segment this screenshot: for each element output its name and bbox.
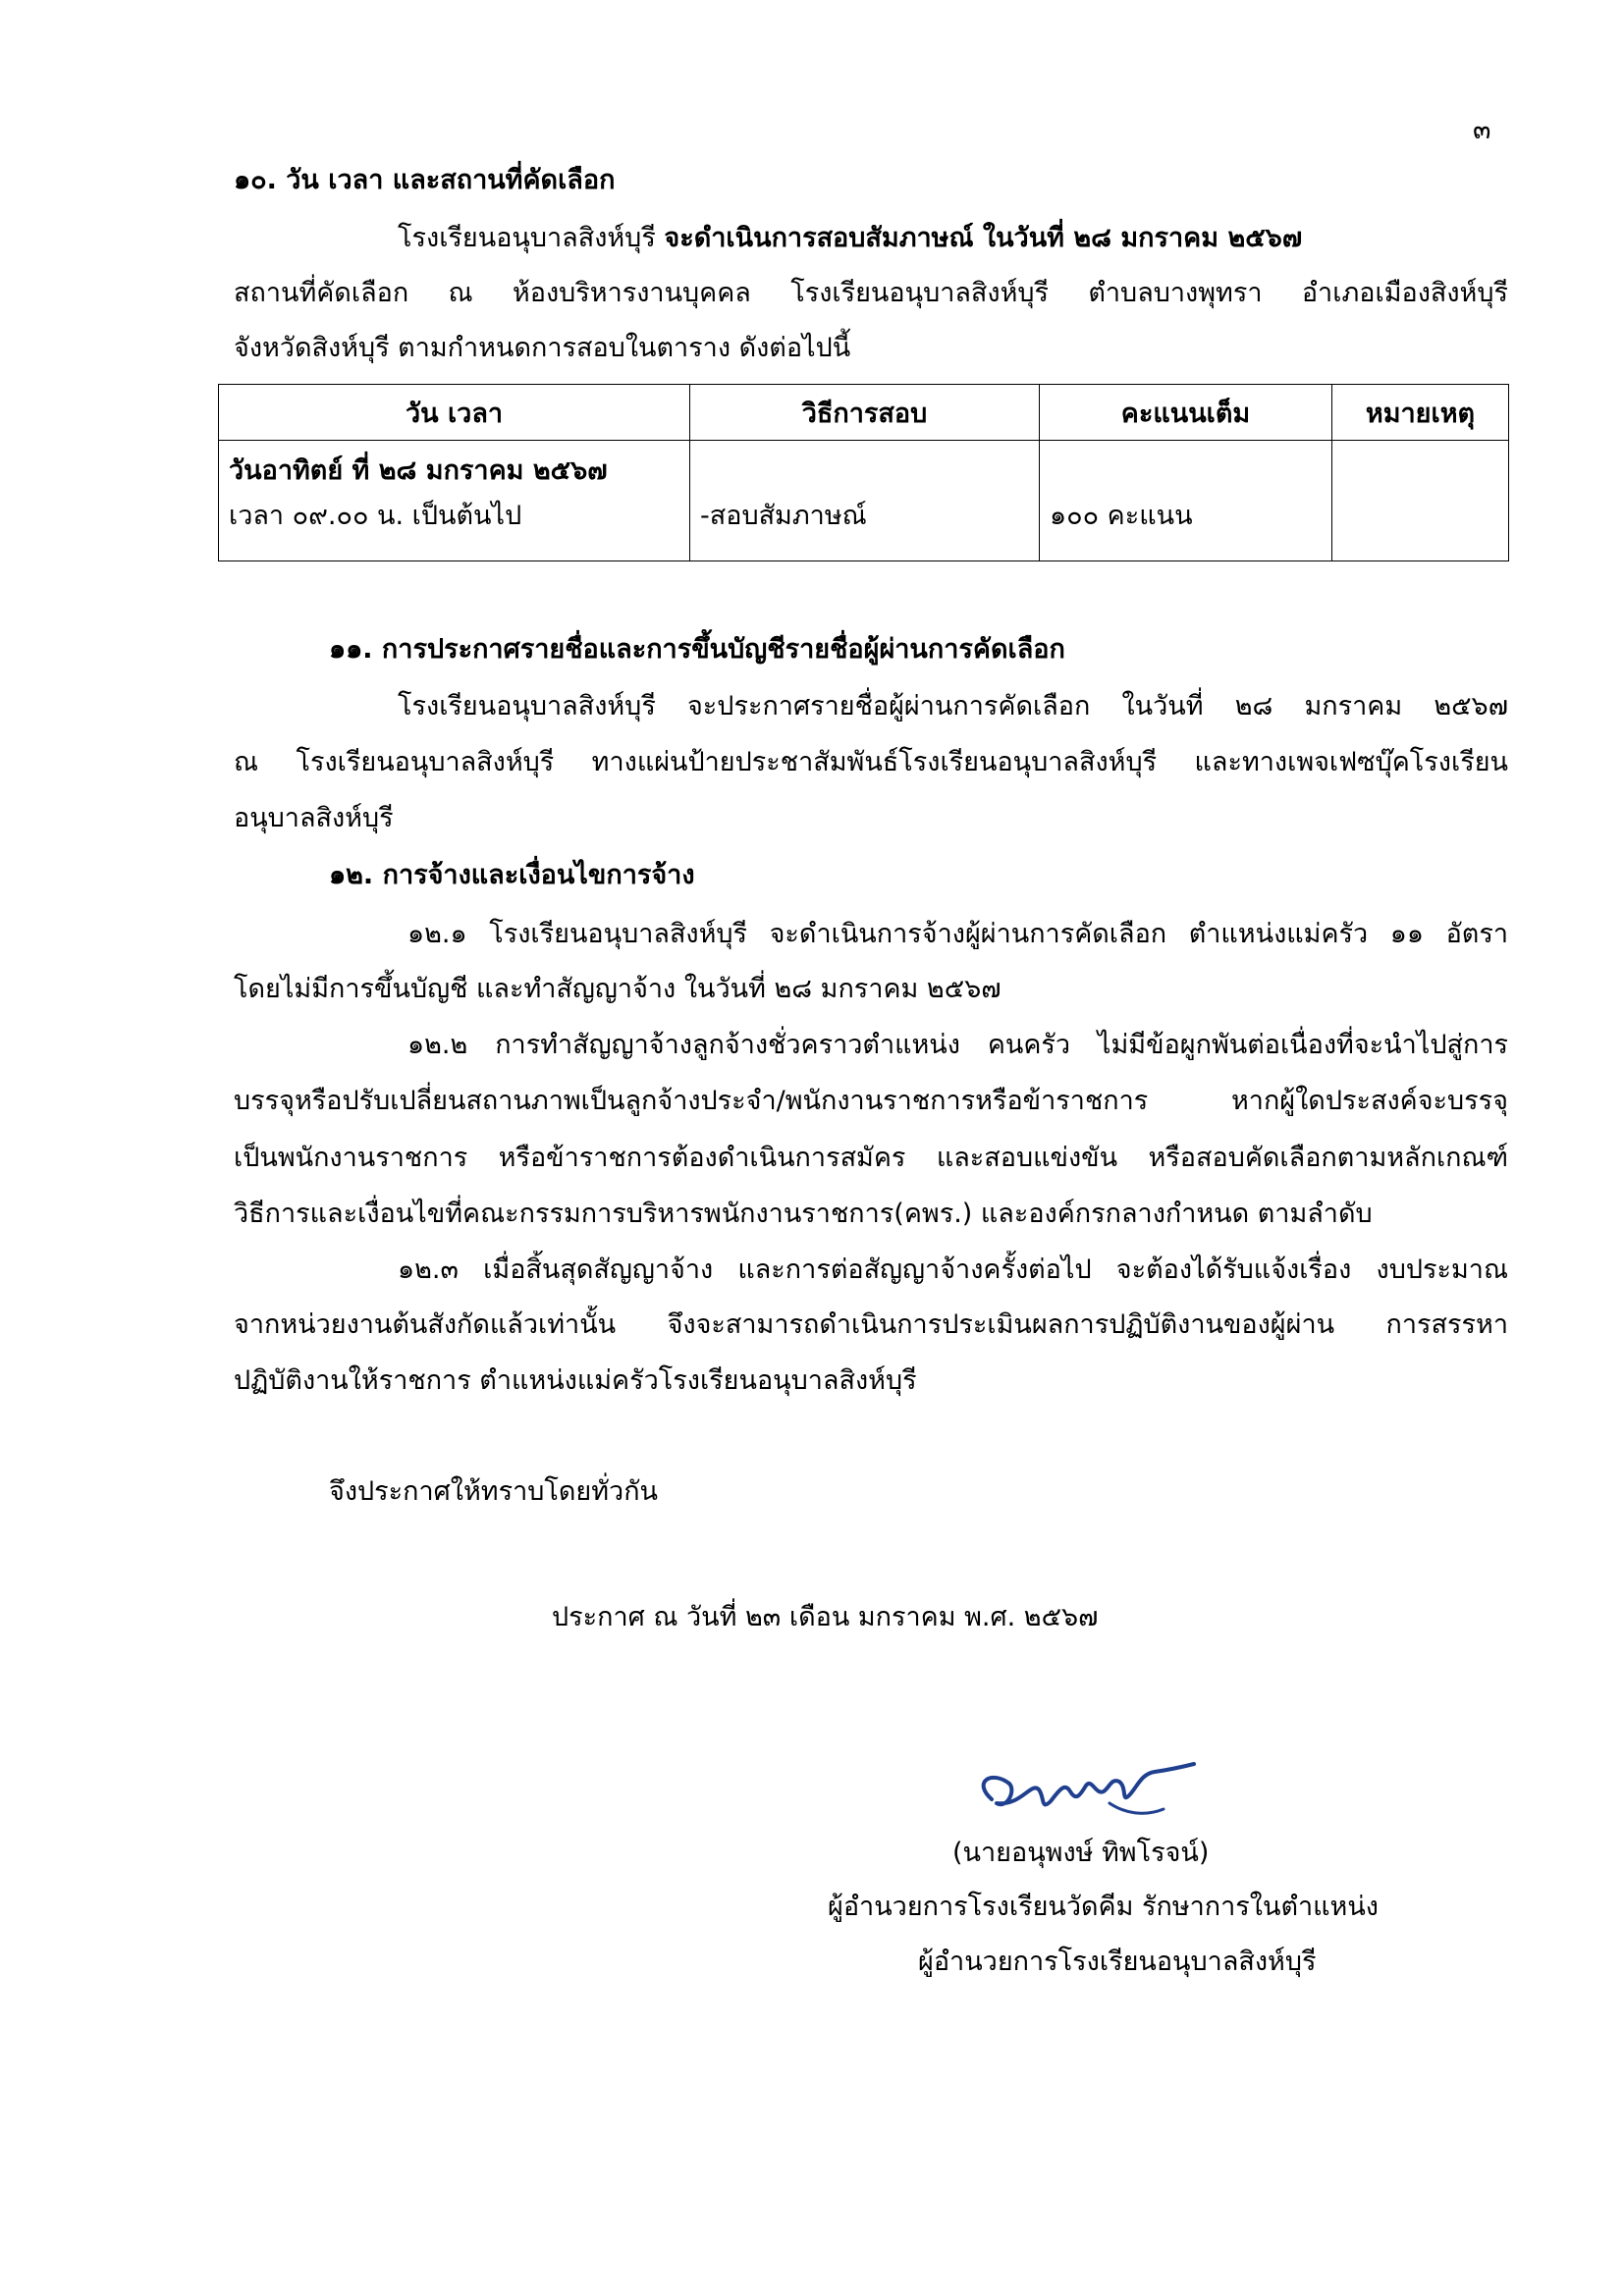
section10-line1 xyxy=(398,219,1302,258)
page-number: ๓ xyxy=(1473,115,1491,145)
cell-note xyxy=(1332,441,1509,561)
exam-schedule-table xyxy=(218,384,1509,561)
section10-line1-interview: จะดำเนินการสอบสัมภาษณ์ ในวันที่ ๒๘ มกราคม ๒๕๖๗ xyxy=(664,223,1303,253)
section10-line1-school: โรงเรียนอนุบาลสิงห์บุรี xyxy=(398,223,665,253)
section11-line1: โรงเรียนอนุบาลสิงห์บุรี จะประกาศรายชื่อผู้ผ่านการคัดเลือก ในวันที่ ๒๘ มกราคม ๒๕๖๗ xyxy=(398,691,1508,721)
cell-time: เวลา ๐๙.๐๐ น. เป็นต้นไป xyxy=(229,501,522,531)
section12-p3-line2: จากหน่วยงานต้นสังกัดแล้วเท่านั้น จึงจะสามารถดำเนินการประเมินผลการปฏิบัติงานของผู้ผ่าน การสรรหา xyxy=(234,1309,1508,1340)
cell-method xyxy=(690,441,1040,561)
section10-line2: สถานที่คัดเลือก ณ ห้องบริหารงานบุคคล โรงเรียนอนุบาลสิงห์บุรี ตำบลบางพุทรา อำเภอเมืองสิงห์บุรี xyxy=(234,278,1508,308)
section11-heading: ๑๑. การประกาศรายชื่อและการขึ้นบัญชีรายชื่อผู้ผ่านการคัดเลือก xyxy=(329,634,1065,665)
section11-line3: อนุบาลสิงห์บุรี xyxy=(234,803,394,833)
section12-p1-line1: ๑๒.๑ โรงเรียนอนุบาลสิงห์บุรี จะดำเนินการจ้างผู้ผ่านการคัดเลือก ตำแหน่งแม่ครัว ๑๑ อัตรา xyxy=(407,919,1508,949)
cell-date: วันอาทิตย์ ที่ ๒๘ มกราคม ๒๕๖๗ xyxy=(229,455,608,486)
table-header-row xyxy=(219,385,1509,441)
section10-heading: ๑๐. วัน เวลา และสถานที่คัดเลือก xyxy=(234,165,616,195)
section11-line2: ณ โรงเรียนอนุบาลสิงห์บุรี ทางแผ่นป้ายประชาสัมพันธ์โรงเรียนอนุบาลสิงห์บุรี และทางเพจเฟซบุ๊คโรงเรียน xyxy=(234,747,1508,777)
signer-name: (นายอนุพงษ์ ทิพโรจน์) xyxy=(952,1838,1210,1868)
section12-p2-line1: ๑๒.๒ การทำสัญญาจ้างลูกจ้างชั่วคราวตำแหน่ง คนครัว ไม่มีข้อผูกพันต่อเนื่องที่จะนำไปสู่การ xyxy=(407,1030,1508,1060)
signature-image xyxy=(962,1752,1208,1831)
header-remark: หมายเหตุ xyxy=(1332,385,1509,441)
header-date-time: วัน เวลา xyxy=(219,385,690,441)
section12-p2-line3: เป็นพนักงานราชการ หรือข้าราชการต้องดำเนินการสมัคร และสอบแข่งขัน หรือสอบคัดเลือกตามหลักเกณฑ์ xyxy=(234,1143,1508,1173)
cell-method-text: -สอบสัมภาษณ์ xyxy=(700,501,867,531)
cell-note-text xyxy=(1342,441,1498,486)
cell-date-time xyxy=(219,441,690,561)
section10-line3: จังหวัดสิงห์บุรี ตามกำหนดการสอบในตาราง ดังต่อไปนี้ xyxy=(234,333,851,363)
header-full-score: คะแนนเต็ม xyxy=(1040,385,1332,441)
signer-position-1: ผู้อำนวยการโรงเรียนวัดคีม รักษาการในตำแหน่ง xyxy=(828,1892,1379,1922)
section12-p1-line2: โดยไม่มีการขึ้นบัญชี และทำสัญญาจ้าง ในวันที่ ๒๘ มกราคม ๒๕๖๗ xyxy=(234,974,1001,1004)
section12-p2-line4: วิธีการและเงื่อนไขที่คณะกรรมการบริหารพนักงานราชการ(คพร.) และองค์กรกลางกำหนด ตามลำดับ xyxy=(234,1199,1373,1229)
cell-score xyxy=(1040,441,1332,561)
closing-text: จึงประกาศให้ทราบโดยทั่วกัน xyxy=(329,1476,658,1507)
cell-score-text: ๑๐๐ คะแนน xyxy=(1050,501,1193,531)
header-exam-method: วิธีการสอบ xyxy=(690,385,1040,441)
section12-heading: ๑๒. การจ้างและเงื่อนไขการจ้าง xyxy=(329,860,695,890)
section12-p3-line1: ๑๒.๓ เมื่อสิ้นสุดสัญญาจ้าง และการต่อสัญญาจ้างครั้งต่อไป จะต้องได้รับแจ้งเรื่อง งบประมาณ xyxy=(398,1255,1508,1285)
table-row xyxy=(219,441,1509,561)
section12-p3-line3: ปฏิบัติงานให้ราชการ ตำแหน่งแม่ครัวโรงเรียนอนุบาลสิงห์บุรี xyxy=(234,1365,917,1396)
section12-p2-line2: บรรจุหรือปรับเปลี่ยนสถานภาพเป็นลูกจ้างประจำ/พนักงานราชการหรือข้าราชการ หากผู้ใดประสงค์จะบรรจุ xyxy=(234,1086,1508,1116)
signer-position-2: ผู้อำนวยการโรงเรียนอนุบาลสิงห์บุรี xyxy=(918,1947,1317,1977)
announcement-date: ประกาศ ณ วันที่ ๒๓ เดือน มกราคม พ.ศ. ๒๕๖๗ xyxy=(552,1602,1099,1632)
